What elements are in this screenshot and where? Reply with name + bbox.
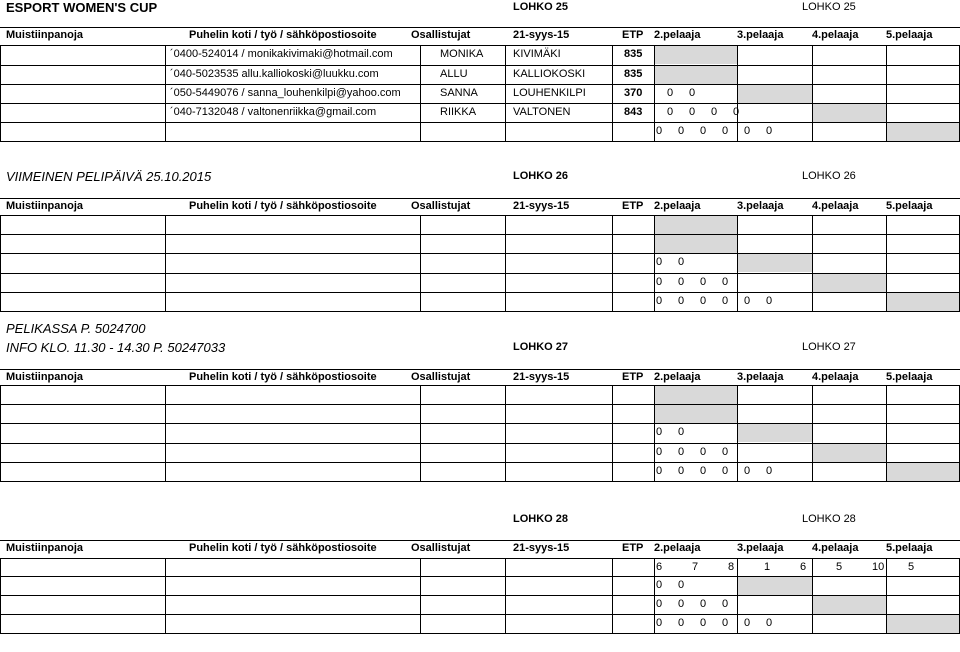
score-value: 0 <box>656 446 663 458</box>
row-line <box>0 423 960 424</box>
block-bottom-line <box>0 633 960 634</box>
row-line <box>0 614 960 615</box>
column-header: 21-syys-15 <box>513 29 570 41</box>
block-label-bold: LOHKO 28 <box>513 513 569 525</box>
etp-cell: 370 <box>624 87 643 99</box>
score-value: 0 <box>744 617 751 629</box>
column-header: 2.pelaaja <box>654 542 701 554</box>
column-line <box>165 558 166 633</box>
score-value: 0 <box>700 125 707 137</box>
column-header: Puhelin koti / työ / sähköpostiosoite <box>189 200 377 212</box>
self-cell <box>654 45 737 64</box>
contact-cell: ´050-5449076 / sanna_louhenkilpi@yahoo.com <box>170 87 401 99</box>
score-value: 5 <box>836 561 843 573</box>
contact-cell: ´0400-524014 / monikakivimaki@hotmail.com <box>170 48 393 60</box>
column-line <box>737 215 738 311</box>
column-header: 3.pelaaja <box>737 371 784 383</box>
etp-cell: 843 <box>624 106 643 118</box>
block-label-bold: LOHKO 26 <box>513 170 569 182</box>
row-line <box>0 253 960 254</box>
column-header: 3.pelaaja <box>737 29 784 41</box>
column-line <box>654 45 655 141</box>
etp-cell: 835 <box>624 48 643 60</box>
score-value: 0 <box>700 276 707 288</box>
column-line <box>505 45 506 141</box>
row-line <box>0 462 960 463</box>
self-cell <box>737 253 812 272</box>
column-line <box>886 215 887 311</box>
block-bottom-line <box>0 141 960 142</box>
column-line <box>812 215 813 311</box>
column-line <box>505 385 506 481</box>
row-line <box>0 273 960 274</box>
score-value: 0 <box>722 295 729 307</box>
score-value: 0 <box>689 106 696 118</box>
row-line <box>0 45 960 46</box>
column-header: 21-syys-15 <box>513 371 570 383</box>
score-value: 7 <box>692 561 699 573</box>
self-cell <box>654 385 737 404</box>
score-value: 0 <box>678 125 685 137</box>
column-header: Puhelin koti / työ / sähköpostiosoite <box>189 542 377 554</box>
column-line <box>0 558 1 633</box>
score-value: 0 <box>744 295 751 307</box>
header-top-line <box>0 27 960 28</box>
score-value: 0 <box>700 295 707 307</box>
header-top-line <box>0 369 960 370</box>
contact-cell: ´040-7132048 / valtonenriikka@gmail.com <box>170 106 377 118</box>
score-value: 0 <box>678 465 685 477</box>
block-label-bold: LOHKO 27 <box>513 341 569 353</box>
score-value: 0 <box>700 617 707 629</box>
self-cell <box>886 614 960 633</box>
score-value: 0 <box>678 256 685 268</box>
row-line <box>0 65 960 66</box>
column-line <box>0 45 1 141</box>
column-line <box>420 215 421 311</box>
score-value: 0 <box>733 106 740 118</box>
score-value: 0 <box>722 598 729 610</box>
column-line <box>505 215 506 311</box>
score-value: 0 <box>711 106 718 118</box>
row-line <box>0 443 960 444</box>
score-value: 0 <box>744 465 751 477</box>
self-cell <box>812 595 886 614</box>
block-label: LOHKO 25 <box>802 1 856 13</box>
column-header: 4.pelaaja <box>812 371 859 383</box>
column-header: 3.pelaaja <box>737 200 784 212</box>
last-name-cell: VALTONEN <box>513 106 571 118</box>
column-line <box>812 385 813 481</box>
column-header: Puhelin koti / työ / sähköpostiosoite <box>189 29 377 41</box>
column-header: ETP <box>622 29 644 41</box>
column-header: ETP <box>622 200 644 212</box>
score-value: 0 <box>766 125 773 137</box>
score-value: 0 <box>656 276 663 288</box>
column-header: Muistiinpanoja <box>6 371 83 383</box>
column-line <box>886 385 887 481</box>
column-line <box>737 558 738 633</box>
row-line <box>0 404 960 405</box>
column-header: Osallistujat <box>411 542 471 554</box>
column-line <box>737 45 738 141</box>
self-cell <box>654 234 737 253</box>
column-line <box>165 45 166 141</box>
self-cell <box>654 404 737 423</box>
score-value: 0 <box>656 465 663 477</box>
column-line <box>612 385 613 481</box>
column-header: 21-syys-15 <box>513 200 570 212</box>
column-line <box>165 215 166 311</box>
score-value: 0 <box>700 446 707 458</box>
column-line <box>886 45 887 141</box>
self-cell <box>886 292 960 311</box>
column-header: 4.pelaaja <box>812 200 859 212</box>
row-line <box>0 576 960 577</box>
score-value: 6 <box>656 561 663 573</box>
score-value: 0 <box>700 598 707 610</box>
score-value: 0 <box>722 276 729 288</box>
score-value: 0 <box>678 579 685 591</box>
first-name-cell: SANNA <box>440 87 478 99</box>
column-header: Muistiinpanoja <box>6 542 83 554</box>
score-value: 0 <box>722 125 729 137</box>
etp-cell: 835 <box>624 68 643 80</box>
column-header: Puhelin koti / työ / sähköpostiosoite <box>189 371 377 383</box>
block-label: LOHKO 26 <box>802 170 856 182</box>
row-line <box>0 292 960 293</box>
first-name-cell: ALLU <box>440 68 468 80</box>
column-header: 21-syys-15 <box>513 542 570 554</box>
column-header: Osallistujat <box>411 200 471 212</box>
column-header: 5.pelaaja <box>886 200 933 212</box>
score-value: 0 <box>678 617 685 629</box>
column-line <box>420 45 421 141</box>
self-cell <box>812 443 886 462</box>
block-bottom-line <box>0 311 960 312</box>
block-label: LOHKO 28 <box>802 513 856 525</box>
column-line <box>654 558 655 633</box>
last-name-cell: KIVIMÄKI <box>513 48 561 60</box>
score-value: 0 <box>766 295 773 307</box>
score-value: 0 <box>656 125 663 137</box>
note-last-day: VIIMEINEN PELIPÄIVÄ 25.10.2015 <box>6 169 212 184</box>
score-value: 0 <box>656 579 663 591</box>
column-header: 4.pelaaja <box>812 29 859 41</box>
column-header: ETP <box>622 542 644 554</box>
score-value: 0 <box>656 617 663 629</box>
column-header: 3.pelaaja <box>737 542 784 554</box>
row-line <box>0 595 960 596</box>
score-value: 10 <box>872 561 885 573</box>
score-value: 0 <box>678 276 685 288</box>
self-cell <box>812 273 886 292</box>
score-value: 6 <box>800 561 807 573</box>
column-header: 5.pelaaja <box>886 371 933 383</box>
block-bottom-line <box>0 481 960 482</box>
self-cell <box>886 462 960 481</box>
column-line <box>612 215 613 311</box>
score-value: 0 <box>766 617 773 629</box>
score-value: 0 <box>656 256 663 268</box>
self-cell <box>886 122 960 141</box>
score-value: 0 <box>766 465 773 477</box>
block-label-bold: LOHKO 25 <box>513 1 569 13</box>
score-value: 0 <box>744 125 751 137</box>
column-line <box>812 45 813 141</box>
column-line <box>420 558 421 633</box>
score-value: 1 <box>764 561 771 573</box>
score-value: 0 <box>678 598 685 610</box>
note-info: INFO KLO. 11.30 - 14.30 P. 50247033 <box>6 340 226 355</box>
column-line <box>0 215 1 311</box>
score-value: 0 <box>656 598 663 610</box>
self-cell <box>737 84 812 103</box>
column-line <box>737 385 738 481</box>
column-line <box>505 558 506 633</box>
score-value: 0 <box>667 87 674 99</box>
page-title: ESPORT WOMEN'S CUP <box>6 0 158 15</box>
self-cell <box>654 65 737 84</box>
row-line <box>0 558 960 559</box>
contact-cell: ´040-5023535 allu.kalliokoski@luukku.com <box>170 68 379 80</box>
row-line <box>0 103 960 104</box>
column-header: Osallistujat <box>411 371 471 383</box>
score-value: 0 <box>700 465 707 477</box>
column-header: 2.pelaaja <box>654 371 701 383</box>
column-header: Muistiinpanoja <box>6 200 83 212</box>
self-cell <box>737 576 812 595</box>
column-line <box>654 385 655 481</box>
row-line <box>0 122 960 123</box>
row-line <box>0 84 960 85</box>
score-value: 0 <box>689 87 696 99</box>
self-cell <box>737 423 812 442</box>
column-line <box>0 385 1 481</box>
score-value: 0 <box>678 295 685 307</box>
column-header: 5.pelaaja <box>886 542 933 554</box>
column-line <box>612 45 613 141</box>
first-name-cell: RIIKKA <box>440 106 477 118</box>
header-top-line <box>0 198 960 199</box>
score-value: 0 <box>722 465 729 477</box>
score-value: 0 <box>678 426 685 438</box>
row-line <box>0 215 960 216</box>
column-header: ETP <box>622 371 644 383</box>
column-header: 2.pelaaja <box>654 29 701 41</box>
header-top-line <box>0 540 960 541</box>
column-header: 2.pelaaja <box>654 200 701 212</box>
block-label: LOHKO 27 <box>802 341 856 353</box>
last-name-cell: KALLIOKOSKI <box>513 68 586 80</box>
column-header: Muistiinpanoja <box>6 29 83 41</box>
last-name-cell: LOUHENKILPI <box>513 87 586 99</box>
score-value: 8 <box>728 561 735 573</box>
note-pelikassa: PELIKASSA P. 5024700 <box>6 321 146 336</box>
column-header: 5.pelaaja <box>886 29 933 41</box>
column-line <box>886 558 887 633</box>
row-line <box>0 385 960 386</box>
score-value: 0 <box>722 617 729 629</box>
column-line <box>812 558 813 633</box>
first-name-cell: MONIKA <box>440 48 484 60</box>
score-value: 0 <box>678 446 685 458</box>
score-value: 0 <box>667 106 674 118</box>
column-header: 4.pelaaja <box>812 542 859 554</box>
column-line <box>654 215 655 311</box>
score-value: 0 <box>656 426 663 438</box>
score-value: 0 <box>656 295 663 307</box>
column-line <box>165 385 166 481</box>
column-line <box>612 558 613 633</box>
self-cell <box>812 103 886 122</box>
score-value: 0 <box>722 446 729 458</box>
score-value: 5 <box>908 561 915 573</box>
row-line <box>0 234 960 235</box>
column-header: Osallistujat <box>411 29 471 41</box>
self-cell <box>654 215 737 234</box>
column-line <box>420 385 421 481</box>
